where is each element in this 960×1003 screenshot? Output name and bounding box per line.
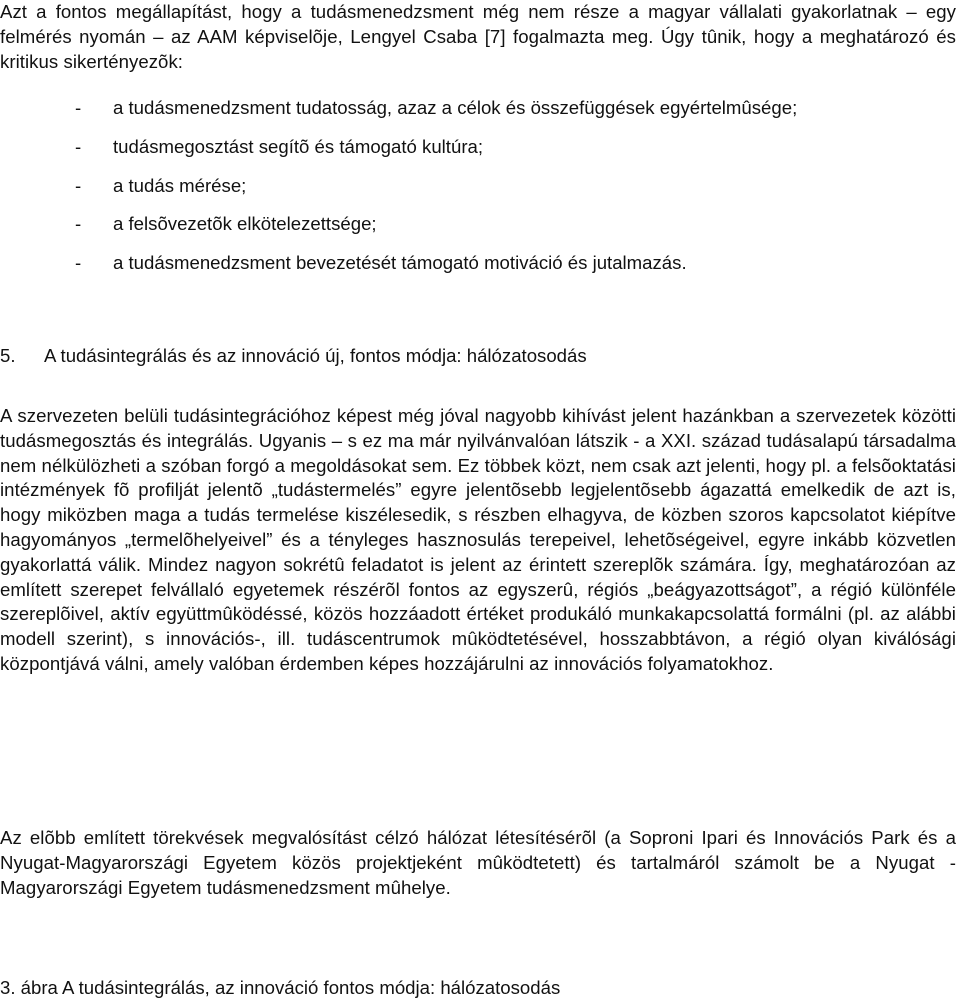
list-item: [73, 174, 956, 199]
section-heading: [0, 344, 956, 369]
list-item: [73, 212, 956, 237]
list-dash: -: [75, 135, 82, 157]
list-item-text: a tudásmenedzsment tudatosság, azaz a célok és összefüggések egyértelmûsége;: [113, 97, 798, 118]
list-item: [73, 135, 956, 160]
list-dash: -: [75, 174, 82, 196]
section-title: A tudásintegrálás és az innováció új, fontos módja: hálózatosodás: [44, 345, 587, 366]
list-item-text: a tudás mérése;: [113, 174, 247, 196]
figure-caption: 3. ábra A tudásintegrálás, az innováció fontos módja: hálózatosodás: [0, 977, 561, 998]
list-item-text: a felsõvezetõk elkötelezettsége;: [113, 213, 377, 235]
list-item: [73, 251, 956, 276]
body-paragraph: Az elõbb említett törekvések megvalósítást célzó hálózat létesítésérõl (a Soproni Ipari és Innovációs Park és a Nyugat-Magyarországi Egyetem közös projektjeként mûködtetett) és tartalmáról számolt be a Nyugat - Magyarországi Egyetem tudásmenedzsment mûhelye.: [0, 827, 956, 898]
body-paragraph: A szervezeten belüli tudásintegrációhoz képest még jóval nagyobb kihívást jelent hazánkban a szervezetek közötti tudásmegosztás és integrálás. Ugyanis – s ez ma már nyilvánvalóan látszik - a XXI. század tudásalapú társadalma nem nélkülözheti a szóban forgó a megoldásokat sem. Ez többek közt, nem csak azt jelenti, hogy pl. a felsõoktatási intézmények fõ profilját jelentõ „tudástermelés” egyre jelentõsebb legjelentõsebb ágazattá emelkedik de azt is, hogy miközben maga a tudás termelése kiszélesedik, s részben elhagyva, de közben szoros kapcsolatot kiépítve hagyományos „termelõhelyeivel” és a tényleges hasznosulás terepeivel, lehetõségeivel, egyre inkább közvetlen gyakorlattá válik. Mindez nagyon sokrétû feladatot is jelent az érintett szereplõk számára. Így, meghatározóan az említett szerepet felvállaló egyetemek részérõl fontos az egyszerû, régiós „beágyazottságot”, a régió különféle szereplõivel, aktív együttmûködéssé, közös hozzáadott értéket produkáló munkakapcsolattá formálni (pl. az alábbi modell szerint), s innovációs-, ill. tudáscentrumok mûködtetésével, hosszabbtávon, a régió olyan kiválósági központjává válni, amely valóban érdemben képes hozzájárulni az innovációs folyamatokhoz.: [0, 405, 956, 674]
list-item: [73, 96, 956, 121]
list-item-text: a tudásmenedzsment bevezetését támogató motiváció és jutalmazás.: [113, 252, 687, 274]
success-factors-list: [73, 96, 956, 290]
list-dash: -: [75, 213, 82, 235]
intro-paragraph: Azt a fontos megállapítást, hogy a tudásmenedzsment még nem része a magyar vállalati gyakorlatnak – egy felmérés nyomán – az AAM képviselõje, Lengyel Csaba [7] fogalmazta meg. Úgy tûnik, hogy a meghatározó és kritikus sikertényezõk:: [0, 1, 956, 72]
list-dash: -: [75, 252, 82, 274]
section-number: 5.: [0, 345, 16, 366]
list-dash: -: [75, 97, 82, 118]
list-item-text: tudásmegosztást segítõ és támogató kultúra;: [113, 135, 484, 157]
